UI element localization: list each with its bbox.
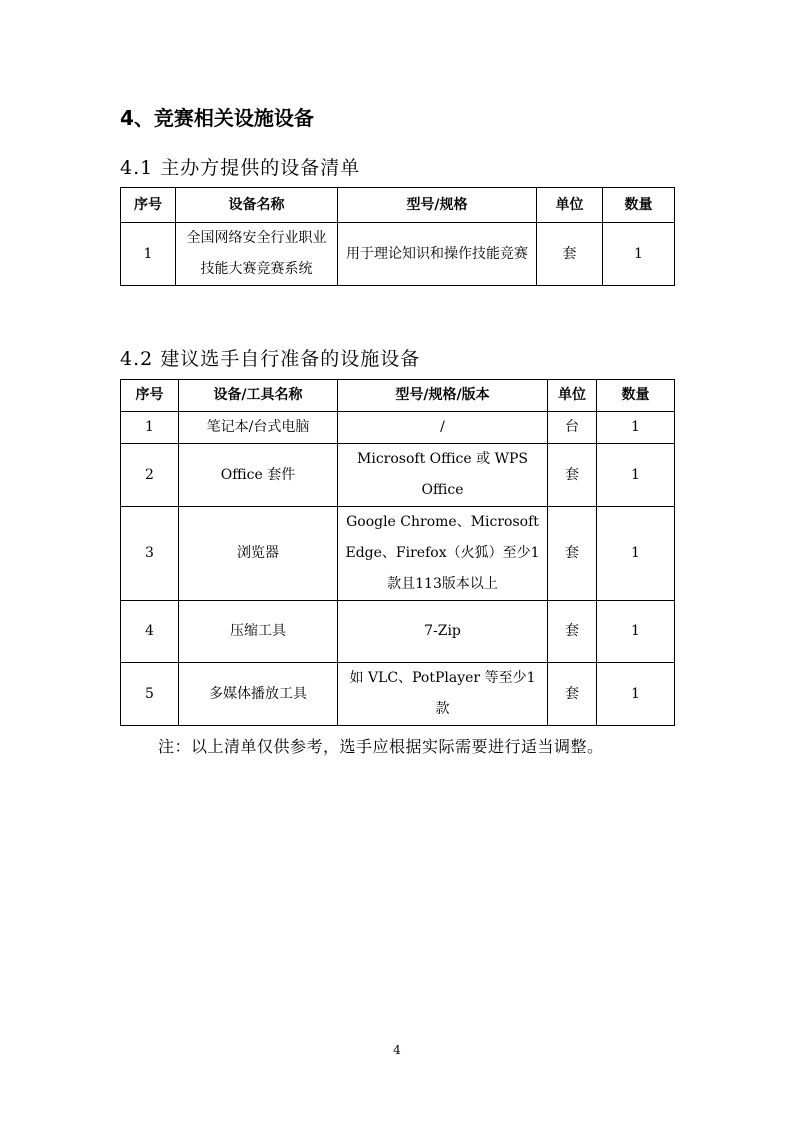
cell-unit: 套 [548, 601, 597, 663]
subsection-title-contestant-equipment: 4.2 建议选手自行准备的设施设备 [120, 348, 421, 370]
table-row [121, 601, 675, 663]
cell-model: 如 VLC、PotPlayer 等至少1款 [338, 663, 548, 726]
header-cell: 设备名称 [176, 188, 338, 223]
header-cell: 设备/工具名称 [179, 380, 338, 412]
cell-name: 浏览器 [179, 507, 338, 601]
cell-model: 用于理论知识和操作技能竞赛 [338, 223, 537, 286]
cell-no: 1 [121, 412, 179, 444]
cell-qty: 1 [597, 663, 675, 726]
header-cell: 序号 [121, 188, 176, 223]
cell-unit: 套 [548, 663, 597, 726]
header-cell: 型号/规格 [338, 188, 537, 223]
cell-no: 2 [121, 444, 179, 507]
cell-model: Microsoft Office 或 WPS Office [338, 444, 548, 507]
cell-unit: 台 [548, 412, 597, 444]
organizer-equipment-table [120, 187, 675, 286]
cell-unit: 套 [537, 223, 603, 286]
cell-no: 4 [121, 601, 179, 663]
cell-model: 7-Zip [338, 601, 548, 663]
cell-qty: 1 [597, 601, 675, 663]
table-header-row [121, 380, 675, 412]
cell-qty: 1 [597, 507, 675, 601]
header-cell: 型号/规格/版本 [338, 380, 548, 412]
cell-no: 1 [121, 223, 176, 286]
header-cell: 单位 [537, 188, 603, 223]
cell-name: 笔记本/台式电脑 [179, 412, 338, 444]
table-row [121, 663, 675, 726]
cell-qty: 1 [603, 223, 675, 286]
cell-unit: 套 [548, 507, 597, 601]
cell-no: 3 [121, 507, 179, 601]
table-row [121, 444, 675, 507]
page-number: 4 [393, 1043, 401, 1057]
cell-name: 多媒体播放工具 [179, 663, 338, 726]
table-row [121, 507, 675, 601]
header-cell: 数量 [597, 380, 675, 412]
cell-name: 全国网络安全行业职业技能大赛竞赛系统 [176, 223, 338, 286]
section-title: 4、竞赛相关设施设备 [120, 106, 314, 130]
table-row [121, 412, 675, 444]
table-header-row [121, 188, 675, 223]
cell-name: Office 套件 [179, 444, 338, 507]
cell-qty: 1 [597, 444, 675, 507]
subsection-title-organizer-equipment: 4.1 主办方提供的设备清单 [120, 157, 361, 179]
cell-unit: 套 [548, 444, 597, 507]
cell-model: / [338, 412, 548, 444]
header-cell: 单位 [548, 380, 597, 412]
cell-name: 压缩工具 [179, 601, 338, 663]
cell-model: Google Chrome、Microsoft Edge、Firefox（火狐）至少1款且113版本以上 [338, 507, 548, 601]
cell-no: 5 [121, 663, 179, 726]
header-cell: 序号 [121, 380, 179, 412]
table-row [121, 223, 675, 286]
contestant-equipment-table [120, 379, 675, 726]
cell-qty: 1 [597, 412, 675, 444]
table-note: 注：以上清单仅供参考，选手应根据实际需要进行适当调整。 [158, 737, 604, 756]
header-cell: 数量 [603, 188, 675, 223]
